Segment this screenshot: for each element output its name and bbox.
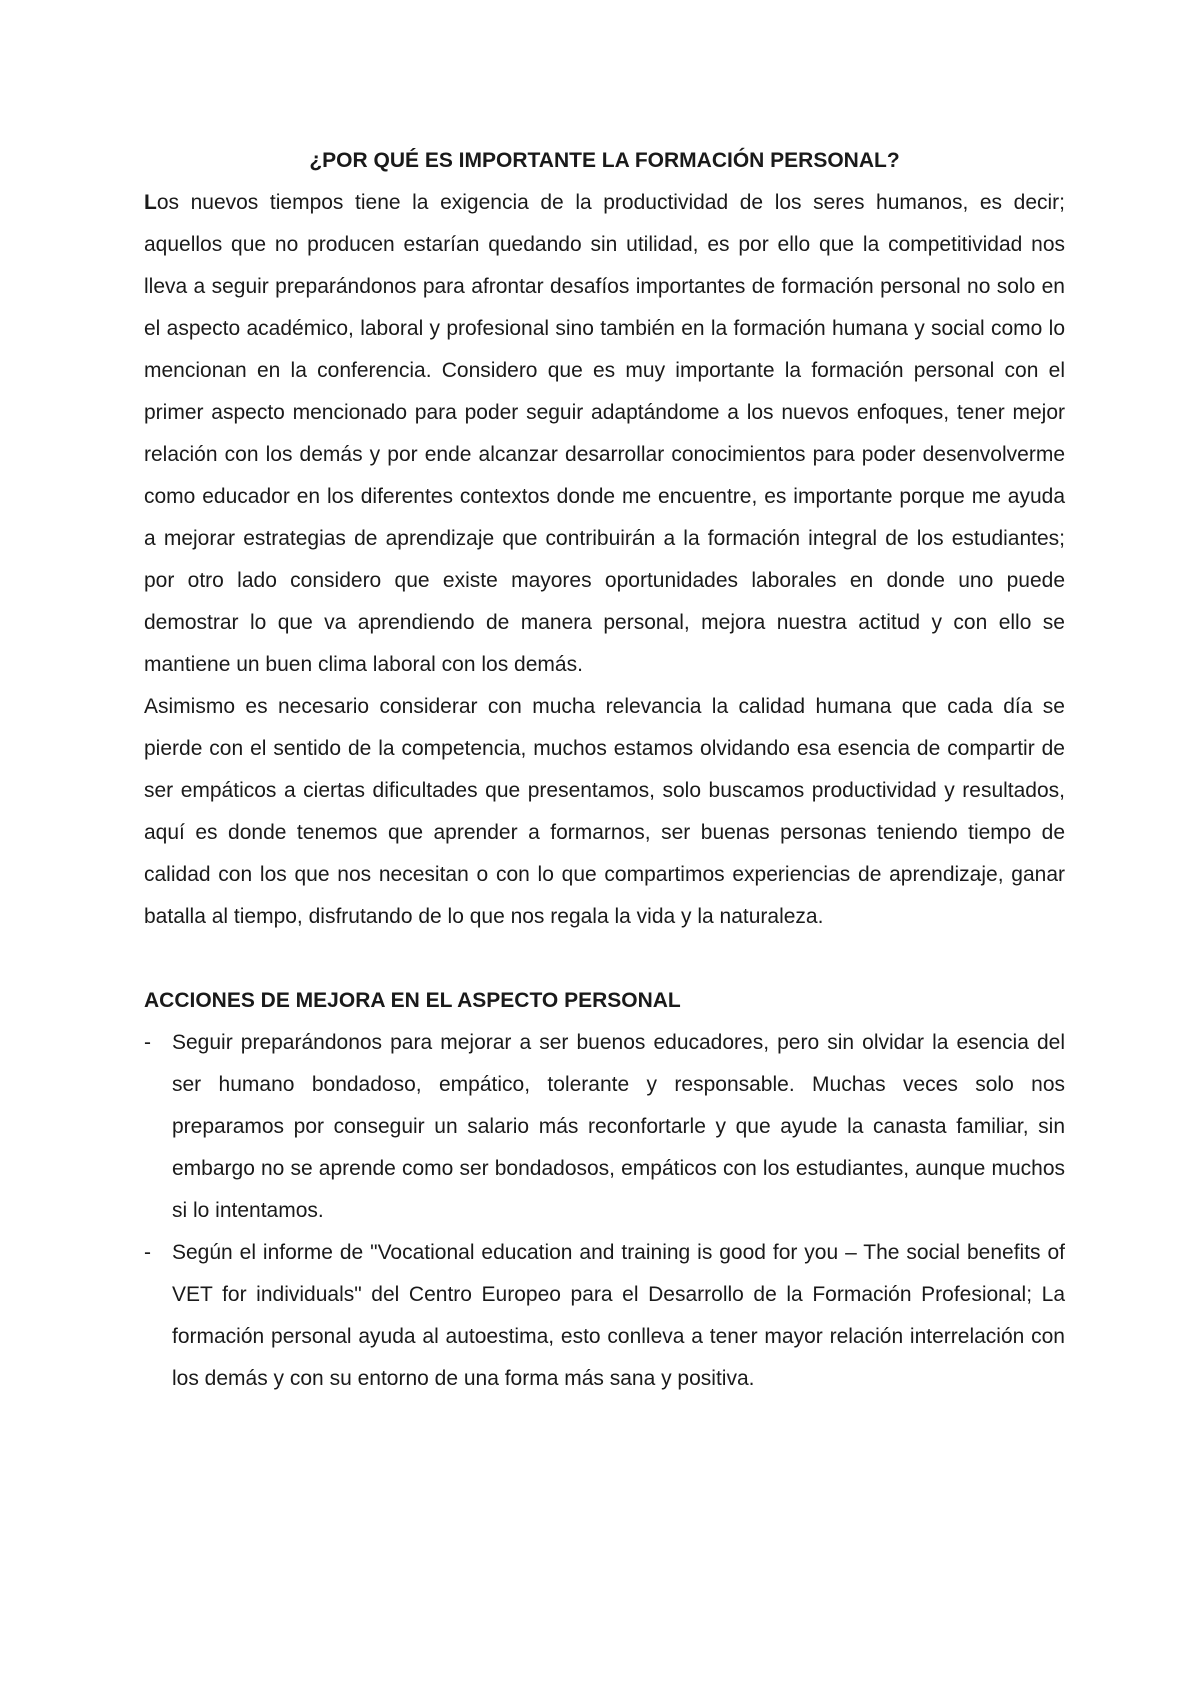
improvement-actions-list [144,1022,1065,1400]
paragraph-1 [144,182,1065,686]
section-heading: ACCIONES DE MEJORA EN EL ASPECTO PERSONAL [144,989,681,1012]
paragraph-1-initial: L [144,191,157,214]
paragraph-2: Asimismo es necesario considerar con mucha relevancia la calidad humana que cada día se pierde con el sentido de la competencia, muchos estamos olvidando esa esencia de compartir de ser empáticos a ciertas dificultades que presentamos, solo buscamos productividad y resultados, aquí es donde tenemos que aprender a formarnos, ser buenas personas teniendo tiempo de calidad con los que nos necesitan o con lo que compartimos experiencias de aprendizaje, ganar batalla al tiempo, disfrutando de lo que nos regala la vida y la naturaleza. [144,695,1065,928]
list-item [144,1232,1065,1400]
document-page [144,140,1065,1400]
paragraph-1-text: os nuevos tiempos tiene la exigencia de la productividad de los seres humanos, es decir; aquellos que no producen estarían quedando sin utilidad, es por ello que la competitividad nos lleva a seguir preparándonos para afrontar desafíos importantes de formación personal no solo en el aspecto académico, laboral y profesional sino también en la formación humana y social como lo mencionan en la conferencia. Considero que es muy importante la formación personal con el primer aspecto mencionado para poder seguir adaptándome a los nuevos enfoques, tener mejor relación con los demás y por ende alcanzar desarrollar conocimientos para poder desenvolverme como educador en los diferentes contextos donde me encuentre, es importante porque me ayuda a mejorar estrategias de aprendizaje que contribuirán a la formación integral de los estudiantes; por otro lado considero que existe mayores oportunidades laborales en donde uno puede demostrar lo que va aprendiendo de manera personal, mejora nuestra actitud y con ello se mantiene un buen clima laboral con los demás. [144,191,1065,676]
list-marker: - [144,1241,151,1264]
document-title: ¿POR QUÉ ES IMPORTANTE LA FORMACIÓN PERSONAL? [309,149,900,172]
list-item [144,1022,1065,1232]
list-marker: - [144,1031,151,1054]
list-item-text: Según el informe de "Vocational education and training is good for you – The social benefits of VET for individuals" del Centro Europeo para el Desarrollo de la Formación Profesional; La formación personal ayuda al autoestima, esto conlleva a tener mayor relación interrelación con los demás y con su entorno de una forma más sana y positiva. [172,1241,1065,1390]
list-item-text: Seguir preparándonos para mejorar a ser buenos educadores, pero sin olvidar la esencia del ser humano bondadoso, empático, tolerante y responsable. Muchas veces solo nos preparamos por conseguir un salario más reconfortarle y que ayude la canasta familiar, sin embargo no se aprende como ser bondadosos, empáticos con los estudiantes, aunque muchos si lo intentamos. [172,1031,1065,1222]
